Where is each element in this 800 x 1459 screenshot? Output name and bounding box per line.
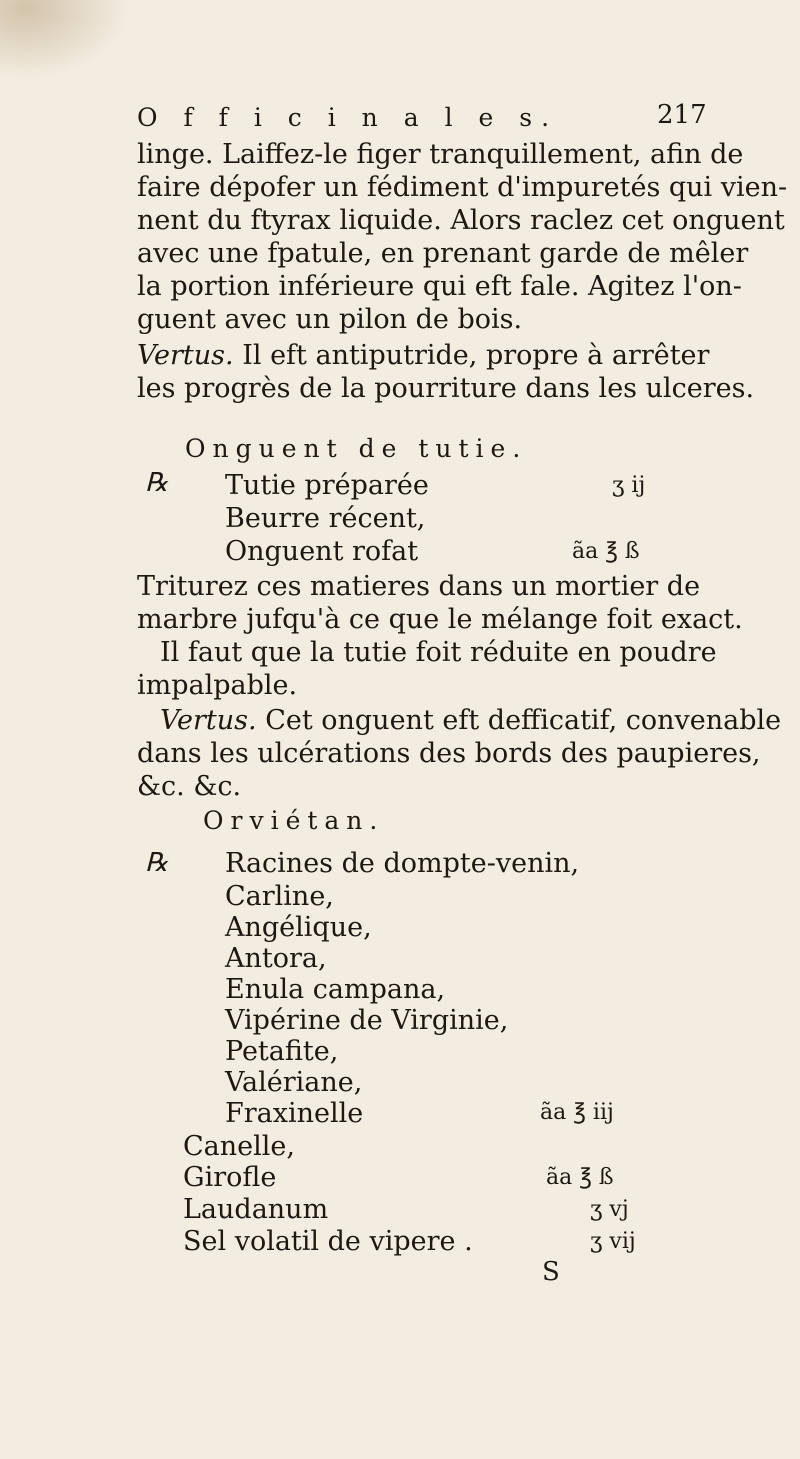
- text-line: avec une fpatule, en prenant garde de mêler: [137, 238, 749, 269]
- ingredient: Petafite,: [225, 1036, 339, 1067]
- vertus-label: Vertus.: [137, 340, 234, 371]
- recipe-symbol: ℞: [145, 848, 169, 878]
- section-title-orvietan: Orviétan.: [203, 806, 385, 835]
- quantity: ʒ vj: [590, 1197, 629, 1222]
- quantity: ʒ ij: [612, 473, 646, 498]
- vertus-text: Il eft antiputride, propre à arrêter: [242, 340, 710, 371]
- quantity: ãa ℥ iij: [540, 1100, 614, 1125]
- ingredient: Beurre récent,: [225, 503, 426, 534]
- paper-stain: [0, 0, 130, 80]
- ingredient: Sel volatil de vipere .: [183, 1226, 473, 1257]
- ingredient: Canelle,: [183, 1131, 295, 1162]
- ingredient: Carline,: [225, 881, 334, 912]
- ingredient: Laudanum: [183, 1194, 329, 1225]
- vertus-label: Vertus.: [160, 705, 257, 736]
- ingredient: Enula campana,: [225, 974, 446, 1005]
- text-line: marbre jufqu'à ce que le mélange foit exact.: [137, 604, 743, 635]
- section-title-tutie: Onguent de tutie.: [185, 434, 528, 463]
- text-line: Triturez ces matieres dans un mortier de: [137, 571, 701, 602]
- ingredient: Angélique,: [225, 912, 372, 943]
- text-line: les progrès de la pourriture dans les ulceres.: [137, 373, 755, 404]
- ingredient: Vipérine de Virginie,: [225, 1005, 509, 1036]
- running-header: O f f i c i n a l e s.: [137, 103, 559, 132]
- text-line: Il faut que la tutie foit réduite en poudre: [160, 637, 717, 668]
- vertus-line: [160, 705, 781, 736]
- text-line: linge. Laiffez-le figer tranquillement, afin de: [137, 139, 744, 170]
- text-line: faire dépofer un fédiment d'impuretés qui vien-: [137, 172, 788, 203]
- quantity: ʒ vij: [590, 1229, 636, 1254]
- page-number: 217: [657, 100, 707, 130]
- text-line: nent du ftyrax liquide. Alors raclez cet onguent: [137, 205, 785, 236]
- ingredient: Onguent rofat: [225, 536, 419, 567]
- ingredient: Valériane,: [225, 1067, 363, 1098]
- vertus-text: Cet onguent eft defficatif, convenable: [265, 705, 782, 736]
- ingredient: Girofle: [183, 1162, 277, 1193]
- ingredient: Antora,: [225, 943, 327, 974]
- ingredient: Racines de dompte-venin,: [225, 848, 580, 879]
- signature-mark: S: [542, 1257, 560, 1287]
- ingredient: Tutie préparée: [225, 470, 429, 501]
- ingredient: Fraxinelle: [225, 1098, 364, 1129]
- text-line: dans les ulcérations des bords des paupieres,: [137, 738, 761, 769]
- quantity: ãa ℥ ß: [572, 539, 640, 564]
- text-line: la portion inférieure qui eft fale. Agitez l'on-: [137, 271, 742, 302]
- recipe-symbol: ℞: [145, 468, 169, 498]
- vertus-line: [137, 340, 709, 371]
- text-line: &c. &c.: [137, 771, 242, 802]
- text-line: guent avec un pilon de bois.: [137, 304, 523, 335]
- text-line: impalpable.: [137, 670, 298, 701]
- quantity: ãa ℥ ß: [546, 1165, 614, 1190]
